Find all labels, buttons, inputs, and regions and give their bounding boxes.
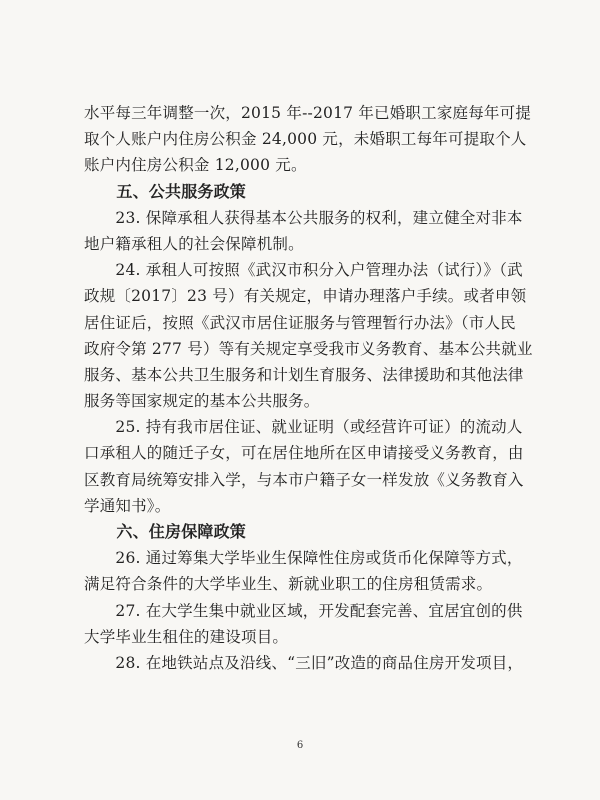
body-line: 口承租人的随迁子女，可在居住地所在区申请接受义务教育，由	[84, 444, 524, 463]
body-line: 区教育局统筹安排入学，与本市户籍子女一样发放《义务教育入	[84, 470, 524, 489]
body-line: 26. 通过筹集大学毕业生保障性住房或货币化保障等方式，	[84, 549, 523, 568]
body-line: 服务、基本公共卫生服务和计划生育服务、法律援助和其他法律	[84, 365, 524, 384]
body-line: 25. 持有我市居住证、就业证明（或经营许可证）的流动人	[84, 418, 523, 437]
body-line: 政府令第 277 号）等有关规定享受我市义务教育、基本公共就业	[84, 339, 533, 358]
body-line: 账户内住房公积金 12,000 元。	[84, 156, 307, 175]
body-line: 23. 保障承租人获得基本公共服务的权利，建立健全对非本	[84, 208, 523, 227]
document-body	[84, 100, 532, 676]
body-line: 服务等国家规定的基本公共服务。	[84, 392, 320, 411]
body-line: 居住证后，按照《武汉市居住证服务与管理暂行办法》（市人民	[84, 313, 516, 332]
body-line: 大学毕业生租住的建设项目。	[84, 627, 289, 646]
body-line: 学通知书》。	[84, 496, 171, 515]
body-line: 28. 在地铁站点及沿线、“三旧”改造的商品住房开发项目，	[84, 653, 524, 672]
body-line: 水平每三年调整一次，2015 年--2017 年已婚职工家庭每年可提	[84, 104, 532, 122]
body-line: 满足符合条件的大学毕业生、新就业职工的住房租赁需求。	[84, 575, 493, 594]
page-number: 6	[296, 740, 304, 751]
body-line: 27. 在大学生集中就业区域，开发配套完善、宜居宜创的供	[84, 601, 523, 620]
section-heading-public-services: 五、公共服务政策	[84, 181, 247, 201]
body-line: 政规〔2017〕23 号）有关规定，申请办理落户手续。或者申领	[84, 287, 527, 306]
body-line: 24. 承租人可按照《武汉市积分入户管理办法（试行）》（武	[84, 261, 523, 280]
body-line: 地户籍承租人的社会保障机制。	[84, 234, 304, 253]
section-heading-housing-security: 六、住房保障政策	[84, 522, 247, 541]
body-line: 取个人账户内住房公积金 24,000 元，未婚职工每年可提取个人	[84, 130, 527, 149]
